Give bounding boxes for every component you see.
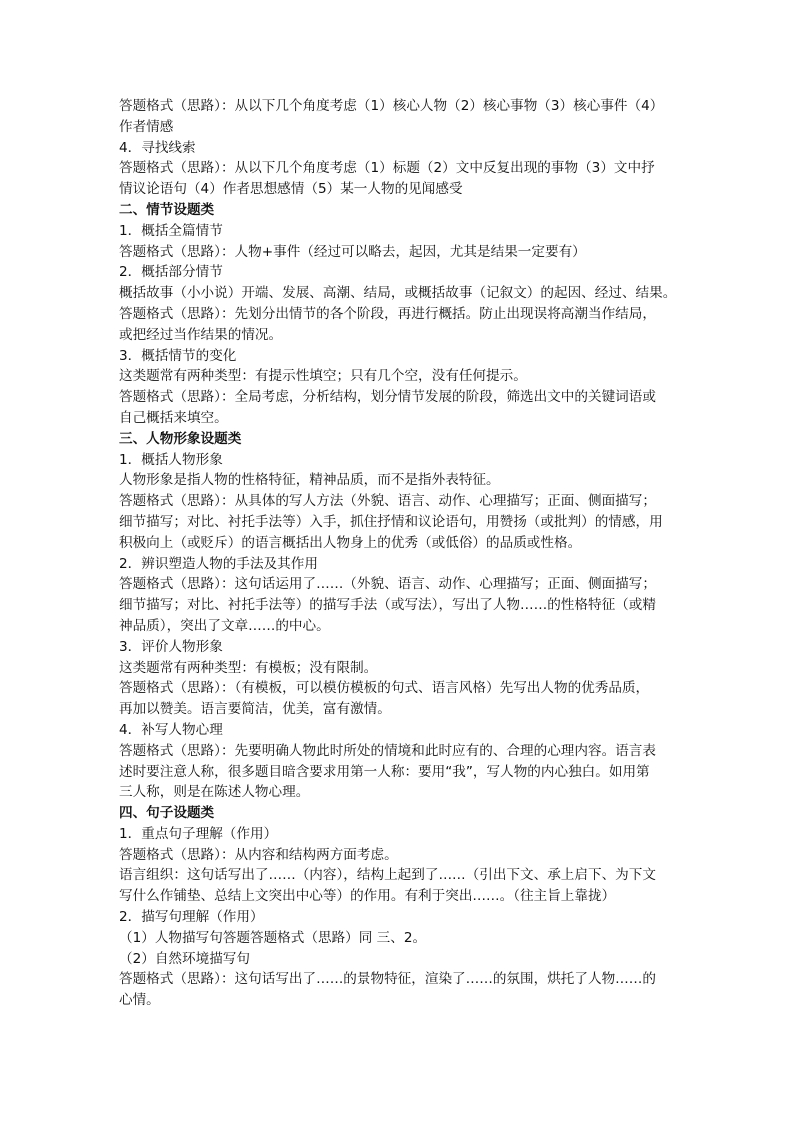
text-line: 作者情感 bbox=[119, 118, 174, 135]
text-line: 写什么作铺垫、总结上文突出中心等）的作用。有利于突出……。（往主旨上靠拢） bbox=[119, 888, 616, 905]
text-line: 答题格式（思路）：这句话运用了……（外貌、语言、动作、心理描写；正面、侧面描写； bbox=[119, 576, 656, 593]
text-line: 细节描写；对比、衬托手法等）入手，抓住抒情和议论语句，用赞扬（或批判）的情感，用 bbox=[119, 513, 663, 530]
text-line: 概括故事（小小说）开端、发展、高潮、结局，或概括故事（记叙文）的起因、经过、结果。 bbox=[119, 285, 677, 302]
text-line: 或把经过当作结果的情况。 bbox=[119, 326, 283, 343]
text-line: （1）人物描写句答题答题格式（思路）同 三、2。 bbox=[119, 929, 427, 946]
text-line: 2．概括部分情节 bbox=[119, 264, 223, 281]
section-heading: 三、人物形象设题类 bbox=[119, 430, 242, 447]
text-line: 4．补写人物心理 bbox=[119, 721, 223, 738]
text-line: 1．重点句子理解（作用） bbox=[119, 825, 278, 842]
text-line: 2．描写句理解（作用） bbox=[119, 909, 264, 926]
text-line: 神品质），突出了文章……的中心。 bbox=[119, 617, 330, 634]
text-line: （2）自然环境描写句 bbox=[119, 950, 250, 967]
document-body bbox=[119, 96, 681, 1011]
text-line: 答题格式（思路）：从以下几个角度考虑（1）核心人物（2）核心事物（3）核心事件（4） bbox=[119, 98, 664, 114]
text-line: 这类题常有两种类型：有模板；没有限制。 bbox=[119, 659, 378, 676]
text-line: 答题格式（思路）：先划分出情节的各个阶段，再进行概括。防止出现误将高潮当作结局， bbox=[119, 305, 656, 322]
text-line: 答题格式（思路）：（有模板，可以模仿模板的句式、语言风格）先写出人物的优秀品质， bbox=[119, 680, 650, 697]
text-line: 1．概括人物形象 bbox=[119, 451, 223, 468]
text-line: 再加以赞美。语言要简洁，优美，富有激情。 bbox=[119, 701, 391, 718]
text-line: 这类题常有两种类型：有提示性填空；只有几个空，没有任何提示。 bbox=[119, 368, 527, 385]
text-line: 答题格式（思路）：这句话写出了……的景物特征，渲染了……的氛围，烘托了人物……的 bbox=[119, 971, 656, 988]
text-line: 答题格式（思路）：从内容和结构两方面考虑。 bbox=[119, 846, 398, 863]
text-line: 心情。 bbox=[119, 992, 160, 1009]
text-line: 三人称，则是在陈述人物心理。 bbox=[119, 784, 310, 801]
text-line: 述时要注意人称，很多题目暗含要求用第一人称：要用“我”，写人物的内心独白。如用第 bbox=[119, 763, 650, 780]
text-line: 答题格式（思路）：先要明确人物此时所处的情境和此时应有的、合理的心理内容。语言表 bbox=[119, 742, 656, 759]
text-line: 3．概括情节的变化 bbox=[119, 347, 237, 364]
text-line: 语言组织：这句话写出了……（内容），结构上起到了……（引出下文、承上启下、为下文 bbox=[119, 867, 656, 884]
section-heading: 四、句子设题类 bbox=[119, 805, 215, 822]
section-heading: 二、情节设题类 bbox=[119, 201, 215, 218]
text-line: 答题格式（思路）：人物+事件（经过可以略去，起因，尤其是结果一定要有） bbox=[119, 243, 586, 260]
text-line: 积极向上（或贬斥）的语言概括出人物身上的优秀（或低俗）的品质或性格。 bbox=[119, 534, 582, 551]
text-line: 自己概括来填空。 bbox=[119, 409, 228, 426]
text-line: 4．寻找线索 bbox=[119, 139, 196, 156]
text-line: 答题格式（思路）：从具体的写人方法（外貌、语言、动作、心理描写；正面、侧面描写； bbox=[119, 493, 656, 510]
text-line: 3．评价人物形象 bbox=[119, 638, 223, 655]
text-line: 细节描写；对比、衬托手法等）的描写手法（或写法），写出了人物……的性格特征（或精 bbox=[119, 597, 656, 614]
text-line: 答题格式（思路）：全局考虑，分析结构，划分情节发展的阶段，筛选出文中的关键词语或 bbox=[119, 389, 656, 406]
text-line: 1．概括全篇情节 bbox=[119, 222, 223, 239]
text-line: 答题格式（思路）：从以下几个角度考虑（1）标题（2）文中反复出现的事物（3）文中抒 bbox=[119, 160, 655, 177]
text-line: 情议论语句（4）作者思想感情（5）某一人物的见闻感受 bbox=[119, 181, 463, 198]
text-line: 人物形象是指人物的性格特征，精神品质，而不是指外表特征。 bbox=[119, 472, 500, 489]
text-line: 2．辨识塑造人物的手法及其作用 bbox=[119, 555, 318, 572]
